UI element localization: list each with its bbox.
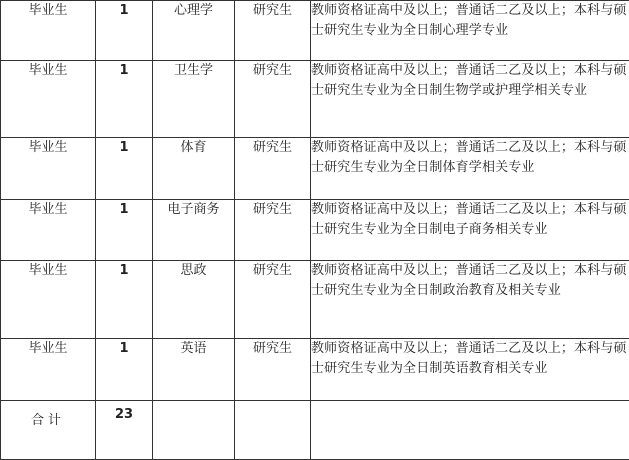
requirement-cell: 教师资格证高中及以上；普通话二乙及以上；本科与硕士研究生专业为全日制生物学或护理学相关专业 (311, 61, 629, 138)
recruit-type-cell: 毕业生 (1, 1, 96, 61)
requirement-cell: 教师资格证高中及以上；普通话二乙及以上；本科与硕士研究生专业为全日制英语教育相关专业 (311, 339, 629, 401)
subject-cell: 思政 (153, 261, 235, 339)
count-cell: 1 (96, 339, 153, 401)
requirement-cell: 教师资格证高中及以上；普通话二乙及以上；本科与硕士研究生专业为全日制政治教育及相关专业 (311, 261, 629, 339)
subject-cell: 体育 (153, 138, 235, 200)
education-cell: 研究生 (235, 138, 311, 200)
empty-cell (311, 401, 629, 460)
requirement-cell: 教师资格证高中及以上；普通话二乙及以上；本科与硕士研究生专业为全日制心理学专业 (311, 1, 629, 61)
education-cell: 研究生 (235, 339, 311, 401)
empty-cell (235, 401, 311, 460)
total-row (1, 401, 629, 460)
subject-cell: 卫生学 (153, 61, 235, 138)
table-row (1, 1, 629, 61)
total-label-cell: 合计 (1, 401, 96, 460)
count-cell: 1 (96, 261, 153, 339)
table-row (1, 61, 629, 138)
education-cell: 研究生 (235, 1, 311, 61)
recruit-type-cell: 毕业生 (1, 138, 96, 200)
subject-cell: 英语 (153, 339, 235, 401)
count-cell: 1 (96, 61, 153, 138)
table-row (1, 138, 629, 200)
table-row (1, 261, 629, 339)
count-cell: 1 (96, 138, 153, 200)
recruit-type-cell: 毕业生 (1, 200, 96, 261)
table-row (1, 200, 629, 261)
count-cell: 1 (96, 200, 153, 261)
empty-cell (153, 401, 235, 460)
table-row (1, 339, 629, 401)
requirement-cell: 教师资格证高中及以上；普通话二乙及以上；本科与硕士研究生专业为全日制电子商务相关专业 (311, 200, 629, 261)
count-cell: 1 (96, 1, 153, 61)
education-cell: 研究生 (235, 261, 311, 339)
recruit-type-cell: 毕业生 (1, 339, 96, 401)
total-count-cell: 23 (96, 401, 153, 460)
recruit-type-cell: 毕业生 (1, 261, 96, 339)
subject-cell: 电子商务 (153, 200, 235, 261)
education-cell: 研究生 (235, 61, 311, 138)
recruit-type-cell: 毕业生 (1, 61, 96, 138)
education-cell: 研究生 (235, 200, 311, 261)
requirement-cell: 教师资格证高中及以上；普通话二乙及以上；本科与硕士研究生专业为全日制体育学相关专业 (311, 138, 629, 200)
subject-cell: 心理学 (153, 1, 235, 61)
